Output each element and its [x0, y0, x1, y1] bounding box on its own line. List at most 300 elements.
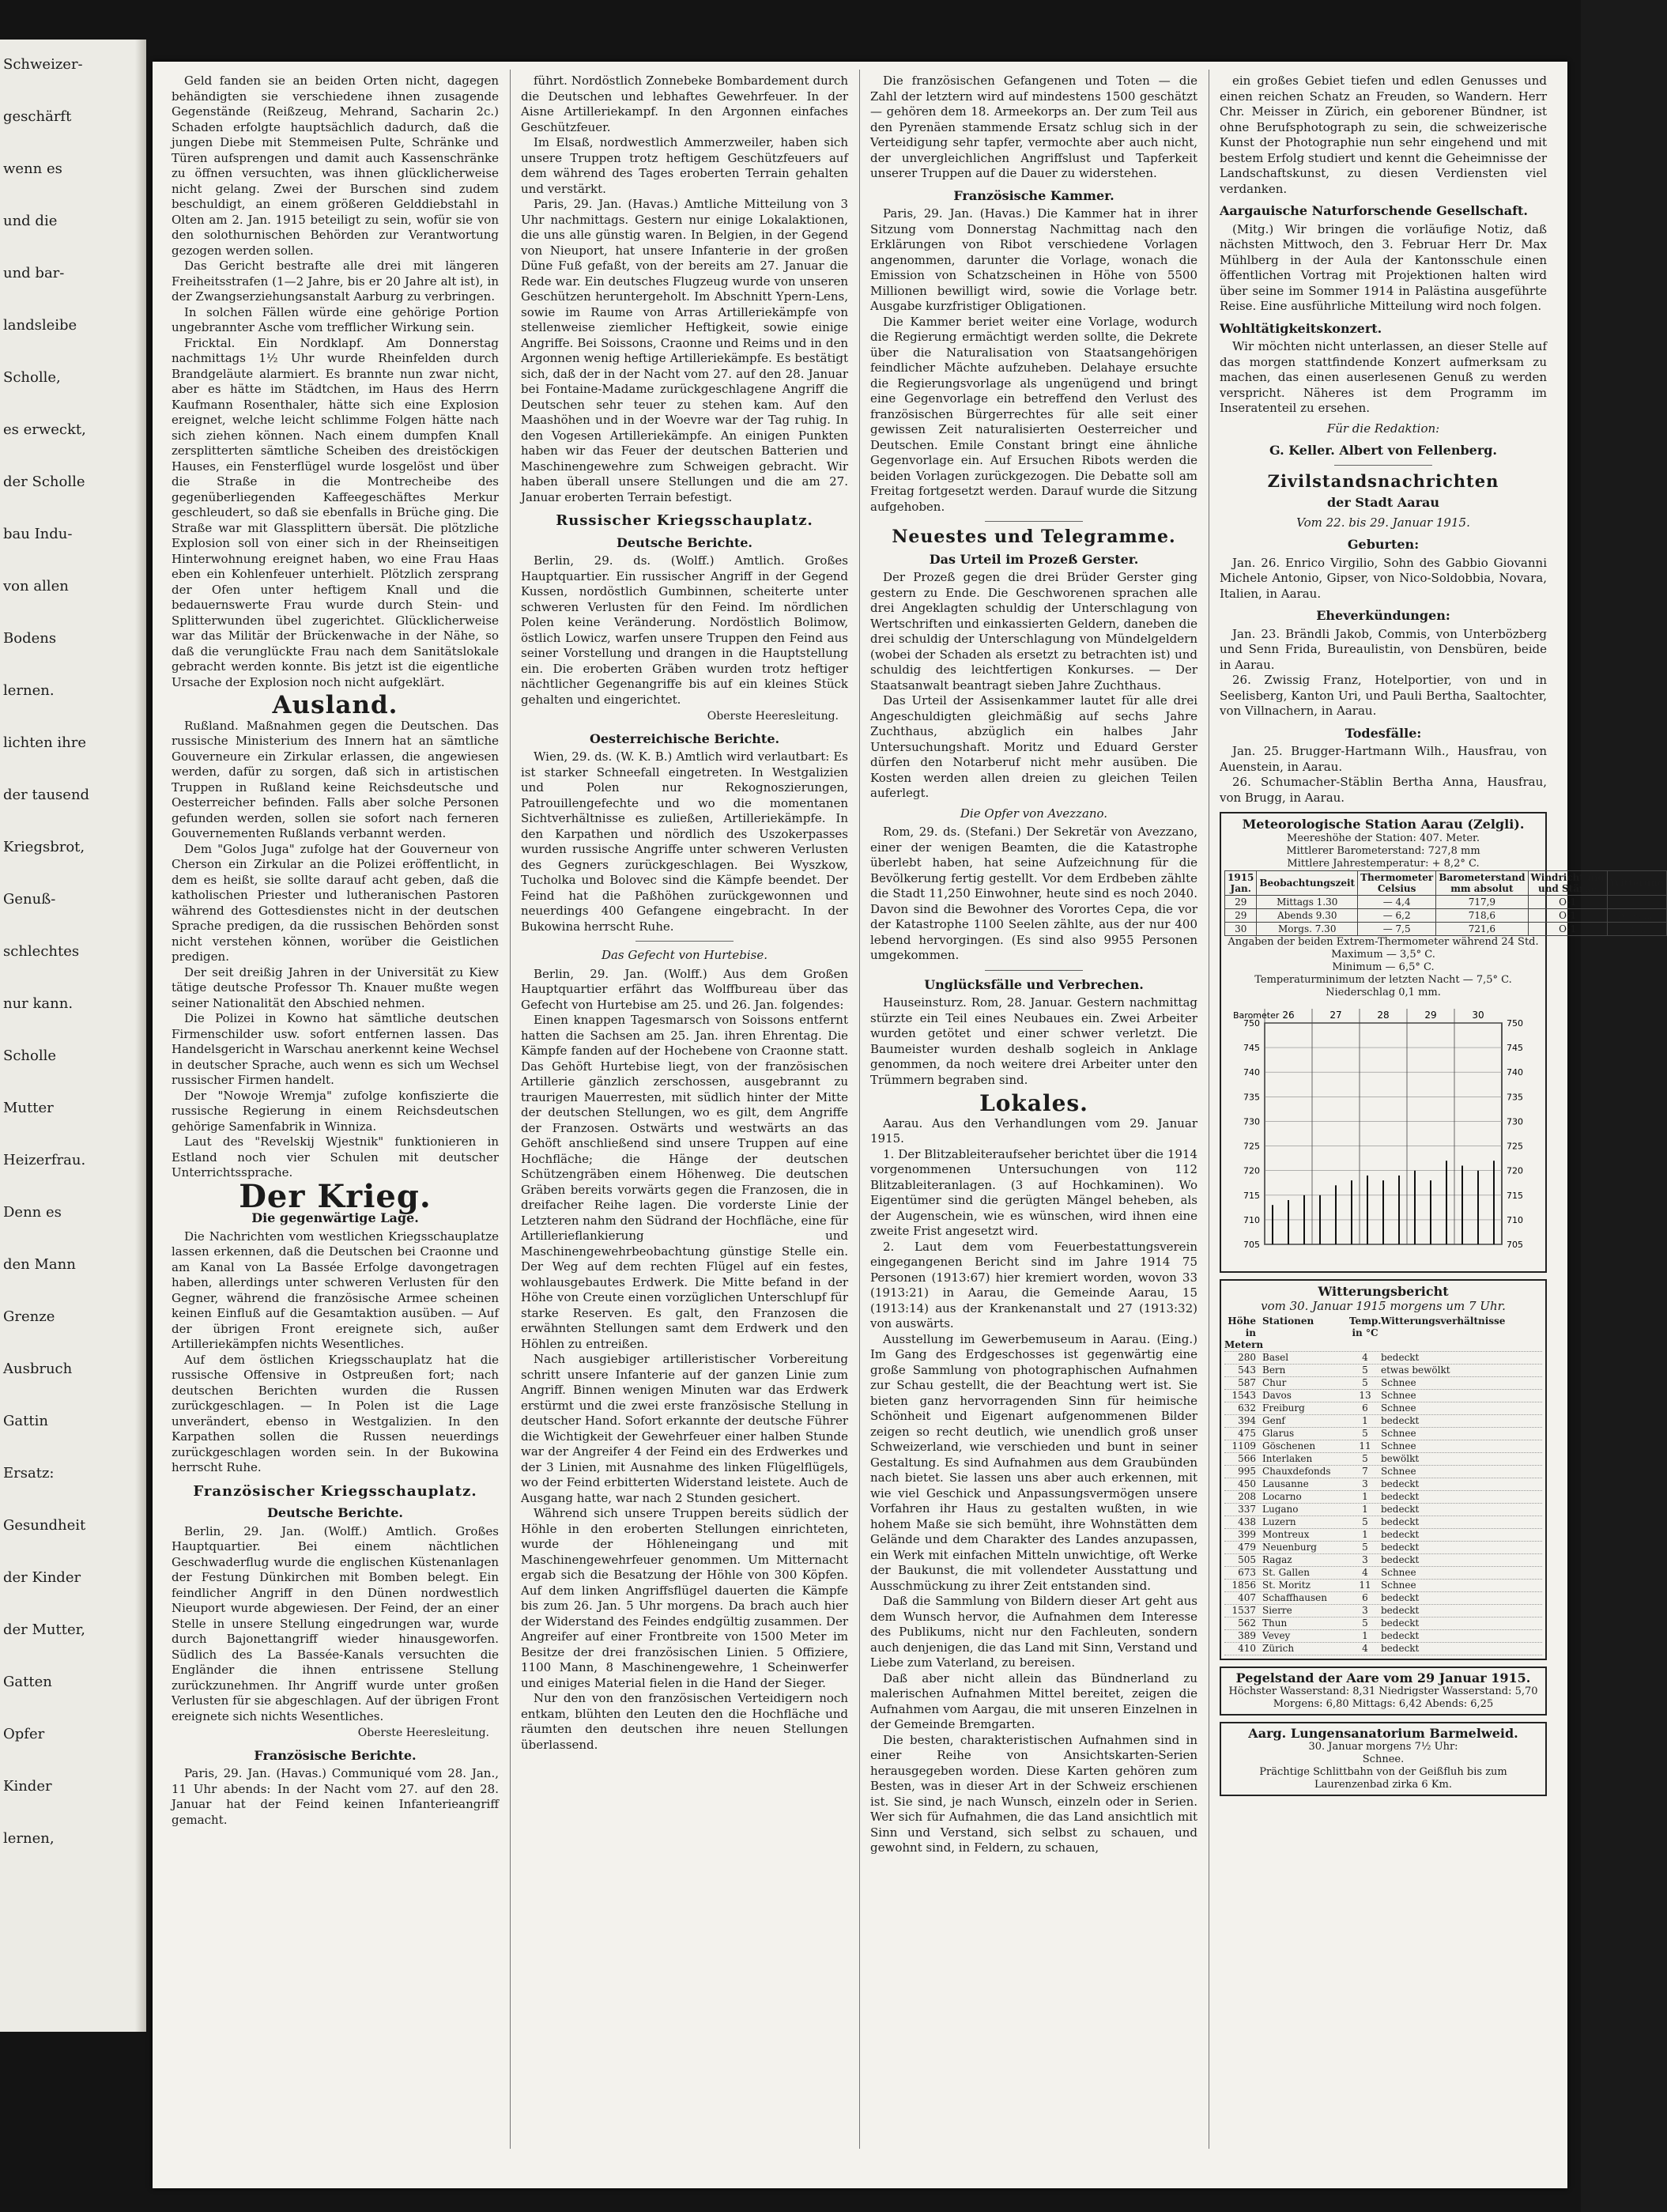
meteo-table-cell	[1607, 896, 1667, 909]
y-tick-label: 710	[1243, 1214, 1260, 1225]
witterung-cell: bedeckt	[1381, 1592, 1420, 1603]
paragraph: Paris, 29. Jan. (Havas.) Amtliche Mitteilung von 3 Uhr nachmittags. Gestern nur einige Lokalaktionen, die uns alle günstig waren. In Belgien, in der Gegend von Nieuport, hat unsere Infanterie in der großen Düne Fuß gefaßt, von der bereits am 27. Januar die Rede war. Ein deutsches Flugzeug wurde von unseren Geschützen heruntergeholt. Im Abschnitt Ypern-Lens, sowie im Raume von Arras Artilleriekämpfe von stellenweise ziemlicher Heftigkeit, sowie einige Angriffe. Bei Soissons, Craonne und Reims und in den Argonnen wenig heftige Artilleriekämpfe. Es bestätigt sich, daß der in der Nacht vom 27. auf den 28. Januar bei Fontaine-Madame zurückgeschlagene Angriff die Deutschen sehr teuer zu stehen kam. Auf den Maashöhen und in der Woevre war der Tag ruhig. In den Vogesen Artilleriekämpfe. An einigen Punkten haben wir das Feuer der deutschen Batterien und Maschinengewehre zum Schweigen gebracht. Wir haben überall unsere Stellungen und die am 27. Januar eroberten Terrain befestigt.	[521, 197, 848, 504]
witterung-row	[1224, 1453, 1542, 1466]
witterung-cell: 13	[1359, 1390, 1371, 1401]
x-tick-label: 30	[1472, 1010, 1484, 1021]
paragraph: Während sich unsere Truppen bereits südlich der Höhle in den eroberten Stellungen einrichteten, wurde der Höhleneingang und mit Maschinengewehrfeuer genommen. Um Mitternacht ergab sich die Besatzung der Höhle von 300 Köpfen. Auf dem linken Angriffsflügel dauerten die Kämpfe bis zum 26. Jan. 5 Uhr morgens. Da brach auch hier der Widerstand des Feindes endgültig zusammen. Der Angreifer auf einer Frontbreite von 1500 Meter im Besitze der drei französischen Linien. 5 Offiziere, 1100 Mann, 8 Maschinengewehre, 1 Scheinwerfer und einiges Material fielen in die Hand der Sieger.	[521, 1506, 848, 1690]
witterung-cell: bedeckt	[1381, 1617, 1420, 1629]
witterung-row	[1224, 1365, 1542, 1377]
y-tick-label: 740	[1243, 1067, 1260, 1078]
paragraph: Daß aber nicht allein das Bündnerland zu malerischen Aufnahmen Mittel bereitet, zeigen die Aufnahmen vom Aargau, die mit unseren Einzelnen in der Gemeinde Bremgarten.	[870, 1670, 1197, 1731]
witterung-cell: Schnee	[1381, 1402, 1416, 1414]
witterung-cell: 5	[1362, 1542, 1368, 1553]
neuestes-heading: Neuestes und Telegramme.	[892, 527, 1176, 547]
meteo-table-header: 1915 Jan.	[1225, 871, 1257, 896]
y-tick-label: 725	[1243, 1141, 1260, 1152]
y-tick-label: 710	[1507, 1214, 1523, 1225]
sanatorium-line: Schnee.	[1362, 1753, 1405, 1765]
witterung-cell: Neuenburg	[1262, 1542, 1317, 1553]
paragraph: Daß die Sammlung von Bildern dieser Art geht aus dem Wunsch hervor, die Aufnahmen dem Interesse des Publikums, nicht nur den Fachleuten, sondern auch denjenigen, die das Land mit Sinn, Verstand und Liebe zum Vaterland, zu bereisen.	[870, 1594, 1197, 1670]
witterung-row	[1224, 1377, 1542, 1390]
y-tick-label: 750	[1243, 1018, 1260, 1029]
witterung-cell: bedeckt	[1381, 1478, 1420, 1489]
page-gutter	[135, 40, 146, 2032]
paragraph: Auf dem östlichen Kriegsschauplatz hat die russische Offensive in Ostpreußen fort; nach deutschen Berichten wurden die Russen zurückgeschlagen. — In Polen ist die Lage unverändert, ebenso in Westgalizien. In den Karpathen sollen die Russen neuerdings zurückgeschlagen worden sein. In der Bukowina herrscht Ruhe.	[172, 1352, 499, 1474]
witterung-cell: bedeckt	[1381, 1491, 1420, 1502]
left-page-fragment: lichten ihre	[3, 734, 86, 751]
witterung-cell: Chur	[1262, 1377, 1287, 1388]
witterung-cell: 3	[1362, 1478, 1368, 1489]
left-page-fragment: Gattin	[3, 1413, 48, 1429]
meteo-extra-line: Minimum — 6,5° C.	[1332, 961, 1435, 973]
fr-front-heading: Französischer Kriegsschauplatz.	[193, 1482, 477, 1500]
witterung-row	[1224, 1428, 1542, 1440]
meteo-table-cell: O-1	[1528, 923, 1607, 936]
left-page-fragment: Schweizer-	[3, 56, 83, 73]
y-tick-label: 735	[1507, 1092, 1523, 1103]
witterung-cell: 394	[1238, 1415, 1256, 1426]
witterung-cell: 5	[1362, 1428, 1368, 1439]
witterung-cell: 1	[1362, 1630, 1368, 1641]
meteo-title: Meteorologische Station Aarau (Zelgli).	[1242, 817, 1525, 832]
sanatorium-title: Aarg. Lungensanatorium Barmelweid.	[1248, 1726, 1518, 1741]
witterung-cell: Interlaken	[1262, 1453, 1313, 1464]
meteo-table-header: Windrichtung und Stärke	[1528, 871, 1607, 896]
witterung-sub: vom 30. Januar 1915 morgens um 7 Uhr.	[1261, 1299, 1506, 1313]
redaktion-label: Für die Redaktion:	[1326, 421, 1440, 436]
meteo-table-cell: 29	[1225, 896, 1257, 909]
witterung-cell: 1	[1362, 1491, 1368, 1502]
paragraph: ein großes Gebiet tiefen und edlen Genusses und einen reichen Schatz an Freuden, so Wandern. Herr Chr. Meisser in Zürich, ein geborener Bündner, ist ohne Berufsphotograph zu sein, die schweizerische Kunst der Photographie nun sehr eingehend und mit bestem Erfolg studiert und kennt die Geheimnisse der Landschaftskunst, zu diesen Verdiensten viel verdanken.	[1220, 74, 1547, 196]
witterung-cell: 4	[1362, 1643, 1368, 1654]
left-page-fragment: Gatten	[3, 1674, 52, 1690]
witterung-cell: 475	[1238, 1428, 1256, 1439]
column-4	[1220, 74, 1665, 2145]
witterung-cell: Locarno	[1262, 1491, 1302, 1502]
zivilstand-entry: Jan. 23. Brändli Jakob, Commis, von Unterbözberg und Senn Frida, Bureaulistin, von Densbüren, beide in Aarau.	[1220, 626, 1547, 672]
pegel-box	[1220, 1667, 1547, 1716]
witterung-cell: 5	[1362, 1617, 1368, 1629]
left-page-fragment: lernen,	[3, 1830, 55, 1847]
paragraph: Das Gericht bestrafte alle drei mit längeren Freiheitsstrafen (1—2 Jahre, bis er 20 Jahre alt ist), in der Zwangserziehungsanstalt Aarburg zu verbringen.	[172, 259, 499, 304]
y-tick-label: 745	[1507, 1043, 1523, 1054]
left-page-fragment: nur kann.	[3, 995, 74, 1012]
witterung-cell: 4	[1362, 1352, 1368, 1363]
paragraph: Berlin, 29. Jan. (Wolff.) Amtlich. Großes Hauptquartier. Bei einem nächtlichen Geschwaderflug wurde die englischen Küstenanlagen der Festung Dünkirchen mit Bomben belegt. Ein feindlicher Angriff in den Dünen nordwestlich Nieuport wurde abgewiesen. Der Feind, der an einer Stelle in unsere Stellung eingedrungen war, wurde durch Bajonettangriff wieder hinausgeworfen. Südlich des La Bassée-Kanals versuchten die Engländer die ihnen entrissene Stellung zurückzunehmen. Ihr Angriff wurde unter großen Verlusten für sie abgeschlagen. Auf der übrigen Front ereignete sich nichts Wesentliches.	[172, 1523, 499, 1723]
paragraph: Paris, 29. Jan. (Havas.) Communiqué vom 28. Jan., 11 Uhr abends: In der Nacht vom 27. auf den 28. Januar hat der Feind keinen Infanterieangriff gemacht.	[172, 1766, 499, 1827]
divider	[1334, 465, 1432, 466]
pegel-title: Pegelstand der Aare vom 29 Januar 1915.	[1235, 1670, 1531, 1685]
paragraph: Geld fanden sie an beiden Orten nicht, dagegen behändigten sie verschiedene ihnen zusagende Gegenstände (Reißzeug, Mehrand, Sacharin 2c.) Schaden erfolgte hauptsächlich dadurch, daß die jungen Diebe mit Stemmeisen Pulte, Schränke und Türen aufsprengen und damit auch Kassenschränke zu öffnen versuchten, was ihnen glücklicherweise nicht gelang. Zwei der Burschen sind zudem beschuldigt, an einem größeren Gelddiebstahl in Olten am 2. Jan. 1915 beteiligt zu sein, wofür sie von den solothurnischen Behörden zur Verantwortung gezogen werden sollen.	[172, 74, 499, 258]
witterung-row	[1224, 1415, 1542, 1428]
meteo-extra-line: Niederschlag 0,1 mm.	[1326, 987, 1441, 998]
column-3	[870, 74, 1197, 2145]
paragraph: 1. Der Blitzableiteraufseher berichtet über die 1914 vorgenommenen Untersuchungen von 112 Blitzableiteranlagen. (3 auf Hochkaminen). Wo Eigentümer sind die gerügten Mängel beheben, als der Augenschein, wie es wünschen, wird ihnen eine zweite Frist angesetzt wird.	[870, 1146, 1197, 1238]
zivilstand-entry: 26. Zwissig Franz, Hotelportier, von und in Seelisberg, Kanton Uri, und Pauli Bertha, Saaltochter, von Villnachern, in Aarau.	[1220, 673, 1547, 718]
left-page-fragment: Kriegsbrot,	[3, 839, 85, 855]
left-page-fragment: bau Indu-	[3, 526, 73, 542]
meteo-table-cell: O-1	[1528, 896, 1607, 909]
paragraph: Einen knappen Tagesmarsch von Soissons entfernt hatten die Sachsen am 25. Jan. ihren Ehrentag. Die Kämpfe fanden auf der Hochebene von Craonne statt. Das Gehöft Hurtebise liegt, von der französischen Artillerie gänzlich zerschossen, ausgebrannt zu traurigen Mauerresten, mit südlich hinter der Mitte der deutschen Stellungen, wo es gilt, dem Angriffe der Franzosen. Ostwärts und westwärts an das Gehöft anschließend sind unsere Truppen auf eine Hochfläche; die Hänge der deutschen Schützengräben einem Höhenweg. Die deutschen Gräben bereits vorwärts gegen die Franzosen, die in dreifacher Reihe lagen. Die vorderste Linie der Letzteren nahm den Südrand der Hochfläche, eine für Artillerieflankierung und Maschinengewehrbeobachtung günstige Stelle ein. Der Weg auf dem rechten Flügel auf ein festes, wohlausgebautes Erdwerk. Die Mitte befand in der Höhe von Creute einen vorzüglichen Unterschlupf für starke Reserven. Es galt, den Franzosen die erwähnten Stellungen samt dem Erdwerk und den Höhlen zu entreißen.	[521, 1013, 848, 1351]
paragraph: (Mitg.) Wir bringen die vorläufige Notiz, daß nächsten Mittwoch, den 3. Februar Herr Dr. Max Mühlberg in der Aula der Kantonsschule einen öffentlichen Vortrag mit Projektionen halten wird über seine im Sommer 1914 in Palästina ausgeführte Reise. Eine ausführliche Mitteilung wird noch folgen.	[1220, 221, 1547, 313]
witterung-cell: 1856	[1231, 1580, 1256, 1591]
witterung-cell: Davos	[1262, 1390, 1292, 1401]
y-axis-label: Barometer	[1233, 1010, 1280, 1021]
paragraph: Nur den von den französischen Verteidigern noch entkam, blühten den Leuten den die Hochfläche und räumten den deutschen ihre neuen Stellungen überlassend.	[521, 1691, 848, 1752]
witterung-cell: Schnee	[1381, 1390, 1416, 1401]
witterung-cell: Schnee	[1381, 1428, 1416, 1439]
witterung-cell: Luzern	[1262, 1516, 1296, 1527]
ungluck-heading: Unglücksfälle und Verbrechen.	[924, 976, 1144, 992]
y-tick-label: 730	[1243, 1116, 1260, 1127]
witterung-cell: 1	[1362, 1529, 1368, 1540]
x-tick-label: 27	[1329, 1010, 1342, 1021]
y-tick-label: 720	[1243, 1165, 1260, 1176]
witterung-cell: Sierre	[1262, 1605, 1292, 1616]
meteo-table-cell: Morgs. 7.30	[1257, 923, 1358, 936]
paragraph: führt. Nordöstlich Zonnebeke Bombardement durch die Deutschen und lebhaftes Gewehrfeuer. In der Aisne Artilleriekampf. In den Argonnen einfaches Geschützfeuer.	[521, 74, 848, 134]
left-page-fragment: lernen.	[3, 682, 55, 699]
meteo-table-row	[1225, 923, 1667, 936]
paragraph: Berlin, 29. Jan. (Wolff.) Aus dem Großen Hauptquartier erfährt das Wolffbureau über das Gefecht von Hurtebise am 25. und 26. Jan. folgendes:	[521, 966, 848, 1012]
meteo-line: Mittlerer Barometerstand: 727,8 mm	[1286, 845, 1480, 857]
meteo-table-cell: 30	[1225, 923, 1257, 936]
paragraph: Paris, 29. Jan. (Havas.) Die Kammer hat in ihrer Sitzung vom Donnerstag Nachmittag nach den Erklärungen von Ribot verschiedene Vorlagen angenommen, darunter die Vorlage, wonach die Emission von Schatzscheinen in Höhe von 5500 Millionen bewilligt wird, sowie die Vorlage betr. Ausgabe kurzfristiger Obligationen.	[870, 206, 1197, 313]
witterung-cell: 6	[1362, 1402, 1368, 1414]
left-page-fragment: Ersatz:	[3, 1465, 55, 1482]
pegel-line: Morgens: 6,80 Mittags: 6,42 Abends: 6,25	[1273, 1698, 1494, 1710]
meteo-extra-line: Maximum — 3,5° C.	[1331, 949, 1435, 961]
y-tick-label: 750	[1507, 1018, 1523, 1029]
column-rule	[510, 70, 511, 2149]
witterung-cell: Chauxdefonds	[1262, 1466, 1331, 1477]
witterung-cell: Schnee	[1381, 1580, 1416, 1591]
witterung-row	[1224, 1504, 1542, 1516]
meteo-table-cell: 721,6	[1436, 923, 1528, 936]
witterung-row	[1224, 1491, 1542, 1504]
witterung-cell: 389	[1238, 1630, 1256, 1641]
left-page-fragment: schlechtes	[3, 943, 80, 960]
y-tick-label: 735	[1243, 1092, 1260, 1103]
witterung-cell: Glarus	[1262, 1428, 1295, 1439]
left-page-fragment: Bodens	[3, 630, 57, 647]
paragraph: Der Prozeß gegen die drei Brüder Gerster ging gestern zu Ende. Die Geschworenen sprachen alle drei Angeklagten schuldig der Unterschlagung von Wertschriften und einkassierten Geldern, daneben die drei schuldig der Unterschlagung von Mündelgeldern (wobei der Schaden als ersetzt zu betrachten ist) und schuldig des leichtfertigen Konkurses. — Der Staatsanwalt beantragt sieben Jahre Zuchthaus.	[870, 570, 1197, 693]
left-page-fragment: wenn es	[3, 160, 62, 177]
avezzano-subheading: Die Opfer von Avezzano.	[960, 806, 1108, 821]
left-page-fragment: Heizerfrau.	[3, 1152, 86, 1168]
witterung-cell: Vevey	[1262, 1630, 1291, 1641]
witterung-cell: 543	[1238, 1365, 1256, 1376]
witterung-row	[1224, 1643, 1542, 1655]
witterung-row	[1224, 1554, 1542, 1567]
witterung-cell: bedeckt	[1381, 1643, 1420, 1654]
paragraph: Im Elsaß, nordwestlich Ammerzweiler, haben sich unsere Truppen trotz heftigem Geschützfeuers auf dem während des Tages eroberten Terrain gehalten und verstärkt.	[521, 135, 848, 196]
witterung-cell: bewölkt	[1381, 1453, 1420, 1464]
witterung-cell: etwas bewölkt	[1381, 1365, 1450, 1376]
witterung-cell: Montreux	[1262, 1529, 1310, 1540]
witterung-cell: 407	[1238, 1592, 1256, 1603]
paragraph: Die französischen Gefangenen und Toten — die Zahl der letztern wird auf mindestens 1500 geschätzt — gehören dem 18. Armeekorps an. Der zum Teil aus den Pyrenäen stammende Ersatz schlug sich in der Verteidigung sehr tapfer, vermochte aber auch nicht, der unvergleichlichen Angriffslust und Tapferkeit unserer Truppen auf die Dauer zu widerstehen.	[870, 74, 1197, 180]
witterung-cell: Ragaz	[1262, 1554, 1292, 1565]
column-rule	[859, 70, 860, 2149]
left-page-fragment: Kinder	[3, 1778, 52, 1795]
witterung-row	[1224, 1402, 1542, 1415]
paragraph: Fricktal. Ein Nordklapf. Am Donnerstag nachmittags 1½ Uhr wurde Rheinfelden durch Brandgeläute alarmiert. Es brannte nun zwar nicht, aber es hätte im Städtchen, im Haus des Herrn Kaufmann Rosenthaler, hätte sich eine Explosion ereignet, welche leicht schlimme Folgen hätte nach sich ziehen können. Nach einem dumpfen Knall zersplitterten sämtliche Scheiben des dreistöckigen Hauses, ein Fensterflügel wurde losgelöst und über die Straße in die Montrecheibe des gegenüberliegenden Kaffeegeschäftes Merkur geschleudert, so daß sie ebenfalls in Brüche ging. Die Straße war mit Glassplittern übersät. Die plötzliche Explosion soll von einer sich in der Rheinseitigen Hinterwohnung ereignet haben, wo eine Frau Haas eben ein Kohlenfeuer unterhielt. Plötzlich zersprang der Ofen unter heftigem Knall und die bedauernswerte Frau wurde durch Stein- und Splitterwunden übel zugerichtet. Glücklicherweise war das Militär der Brückenwache in der Nähe, so daß die verunglückte Frau nach dem Sanitätslokale gebracht werden konnte. Bis jetzt ist die eigentliche Ursache der Explosion noch nicht aufgeklärt.	[172, 335, 499, 689]
witterung-cell: 208	[1238, 1491, 1256, 1502]
witterung-cell: 280	[1238, 1352, 1256, 1363]
meteo-table-cell: — 6,2	[1358, 909, 1436, 923]
paragraph: Wir möchten nicht unterlassen, an dieser Stelle auf das morgen stattfindende Konzert aufmerksam zu machen, das einen auserlesenen Genuß zu werden verspricht. Näheres ist dem Programm im Inseratenteil zu ersehen.	[1220, 339, 1547, 415]
witterung-row	[1224, 1390, 1542, 1402]
left-page-fragment: den Mann	[3, 1256, 76, 1273]
left-page-fragment: von allen	[3, 578, 69, 595]
meteo-table-cell: — 7,5	[1358, 923, 1436, 936]
witterung-row	[1224, 1529, 1542, 1542]
witterung-row	[1224, 1605, 1542, 1617]
paragraph: Ausstellung im Gewerbemuseum in Aarau. (Eing.) Im Gang des Erdgeschosses ist gegenwärtig eine große Sammlung von photographischen Aufnahmen zur Schau gestellt, die der Beachtung wert ist. Sie bieten ganz hervorragenden Sinn für heimische Schönheit und Eigenart aufgenommenen Bilder zeigen so recht deutlich, wie unendlich groß unser Schweizerland, wie verschieden und bunt in seiner Gestaltung. Es sind Aufnahmen aus dem Graubünden nach bietet. Sie lassen uns aber auch erkennen, mit wie viel Geschick und Anpassungsvermögen unsere Vorfahren ihr Haus zu gestalten wußten, in wie hohem Maße sie sich bemüht, ihre Wohnstätten dem Gelände und dem Charakter des Landes anzupassen, ein Werk mit einfachen Mitteln unwichtige, oft Werke der Baukunst, die mit vollendeter Ausstattung und Ausschmückung zu ihrer Zeit entstanden sind.	[870, 1331, 1197, 1593]
witterung-row	[1224, 1440, 1542, 1453]
witterung-cell: 566	[1238, 1453, 1256, 1464]
witterung-row	[1224, 1516, 1542, 1529]
meteo-table-cell: — 4,4	[1358, 896, 1436, 909]
witterung-title: Witterungsbericht	[1318, 1284, 1449, 1299]
paragraph: Die besten, charakteristischen Aufnahmen sind in einer Reihe von Ansichtskarten-Serien herausgegeben worden. Diese Karten gehören zum Besten, was in dieser Art in der Schweiz erschienen ist. Sie sind, je nach Wunsch, einzeln oder in Serien. Wer sich für Aufnahmen, die das Land ansichtlich mit Sinn und Verstand, sich selbst zu schauen, und gewohnt sind, in Feldern, zu schauen,	[870, 1732, 1197, 1855]
paragraph: Wien, 29. ds. (W. K. B.) Amtlich wird verlautbart: Es ist starker Schneefall eingetreten. In Westgalizien und Polen nur Rekognoszierungen, Patrouillengefechte und wo die momentanen Sichtverhältnisse es zuließen, Artilleriekämpfe. In den Karpathen und nördlich des Uszokerpasses wurden russische Angriffe unter schweren Verlusten des Gegners zurückgeschlagen. Bei Wyszkow, Tucholka und Bolovec sind die Kämpfe beendet. Der Feind hat die Paßhöhen zurückgewonnen und neuerdings 400 Gefangene eingebracht. In der Bukowina herrscht Ruhe.	[521, 749, 848, 934]
paragraph: Das Urteil der Assisenkammer lautet für alle drei Angeschuldigten gleichmäßig auf sechs Jahre Zuchthaus, abzüglich ein halbes Jahr Untersuchungshaft. Moritz und Eduard Gerster dürfen den Notarberuf nicht mehr ausüben. Die Kosten werden allen dreien zu gleichen Teilen auferlegt.	[870, 693, 1197, 800]
tod-heading: Todesfälle:	[1345, 725, 1422, 741]
witterung-cell: bedeckt	[1381, 1504, 1420, 1515]
y-tick-label: 740	[1507, 1067, 1523, 1078]
meteo-extra-line: Temperaturminimum der letzten Nacht — 7,5° C.	[1254, 974, 1512, 986]
witterung-cell: 337	[1238, 1504, 1256, 1515]
meteo-table-cell: O-1	[1528, 909, 1607, 923]
witterung-cell: 438	[1238, 1516, 1256, 1527]
witterung-cell: 1109	[1231, 1440, 1256, 1451]
witterung-cell: 4	[1362, 1567, 1368, 1578]
divider	[985, 521, 1083, 522]
meteo-table-header: Beobachtungszeit	[1257, 871, 1358, 896]
ehe-heading: Eheverkündungen:	[1316, 608, 1450, 623]
column-1	[172, 74, 499, 2145]
fr-signature: Oberste Heeresleitung.	[357, 1727, 489, 1739]
witterung-cell: 1543	[1231, 1390, 1256, 1401]
left-page-fragment: der Scholle	[3, 474, 85, 490]
meteo-table-header: Thermometer Celsius	[1358, 871, 1436, 896]
meteo-table-row	[1225, 909, 1667, 923]
witterung-header: Höhe in Metern Stationen Temp. in °C Witterungsverhältnisse	[1224, 1315, 1542, 1352]
left-page-fragment: Scholle	[3, 1047, 57, 1064]
witterung-row	[1224, 1352, 1542, 1365]
zivilstand-entry: 26. Schumacher-Stäblin Bertha Anna, Hausfrau, von Brugg, in Aarau.	[1220, 775, 1547, 805]
paragraph: 2. Laut dem vom Feuerbestattungsverein eingegangenen Bericht sind im Jahre 1914 75 Personen (1913:67) hier kremiert worden, wovon 33 (1913:21) in Aarau, die Gemeinde Aarau, 15 (1913:14) aus der Krankenanstalt und 27 (1913:32) von auswärts.	[870, 1239, 1197, 1331]
meteo-table-row	[1225, 896, 1667, 909]
left-page-fragment: der Kinder	[3, 1569, 81, 1586]
witterung-cell: 399	[1238, 1529, 1256, 1540]
witterung-cell: Lausanne	[1262, 1478, 1309, 1489]
y-tick-label: 715	[1243, 1190, 1260, 1201]
left-page-edge	[0, 40, 146, 2032]
y-tick-label: 730	[1507, 1116, 1523, 1127]
witterung-cell: Freiburg	[1262, 1402, 1305, 1414]
meteo-table	[1224, 870, 1667, 936]
left-page-fragment: Gesundheit	[3, 1517, 86, 1534]
witterung-row	[1224, 1478, 1542, 1491]
witterung-cell: 5	[1362, 1377, 1368, 1388]
witterung-cell: bedeckt	[1381, 1529, 1420, 1540]
left-page-fragment: Mutter	[3, 1100, 54, 1116]
witterung-cell: bedeckt	[1381, 1516, 1420, 1527]
meteo-table-header: Witterung	[1607, 871, 1667, 896]
meteo-table-cell: 717,9	[1436, 896, 1528, 909]
witterung-cell: Basel	[1262, 1352, 1289, 1363]
left-page-fragment: geschärft	[3, 108, 72, 125]
witterung-cell: Thun	[1262, 1617, 1288, 1629]
witterung-row	[1224, 1630, 1542, 1643]
witterung-cell: 1537	[1231, 1605, 1256, 1616]
y-tick-label: 705	[1507, 1240, 1523, 1250]
witterung-cell: 5	[1362, 1516, 1368, 1527]
divider	[985, 970, 1083, 971]
witterung-cell: bedeckt	[1381, 1415, 1420, 1426]
witterung-cell: 673	[1238, 1567, 1256, 1578]
paragraph: Berlin, 29. ds. (Wolff.) Amtlich. Großes Hauptquartier. Ein russischer Angriff in der Gegend Kussen, nordöstlich Gumbinnen, scheiterte unter schweren Verlusten für den Feind. Im nördlichen Polen keine Veränderung. Nordöstlich Bolimow, östlich Lowicz, warfen unsere Truppen den Feind aus seiner Vorstellung und drangen in die Hauptstellung ein. Die eroberten Gräben wurden trotz heftiger nächtlicher Gegenangriffe bis auf ein kleines Stück gehalten und eingerichtet.	[521, 553, 848, 707]
left-page-fragment: Genuß-	[3, 891, 56, 908]
witterung-row	[1224, 1617, 1542, 1630]
left-page-fragment: landsleibe	[3, 317, 77, 334]
zivilstand-entry: Jan. 26. Enrico Virgilio, Sohn des Gabbio Giovanni Michele Antonio, Gipser, von Nico-Soldobbia, Novara, Italien, in Aarau.	[1220, 555, 1547, 601]
witterung-cell: 410	[1238, 1643, 1256, 1654]
witterung-cell: 3	[1362, 1605, 1368, 1616]
ru-front-heading: Russischer Kriegsschauplatz.	[556, 512, 813, 529]
left-page-fragment: Denn es	[3, 1204, 62, 1221]
meteo-table-cell: 718,6	[1436, 909, 1528, 923]
newspaper-page	[153, 62, 1665, 2188]
witterung-cell: 3	[1362, 1554, 1368, 1565]
paragraph: Dem "Golos Juga" zufolge hat der Gouverneur von Cherson ein Zirkular an die Polizei eröffentlicht, in dem es heißt, sie sollte darauf acht geben, daß die katholischen Priester und lutheranischen Pastoren während des Gottesdienstes nicht in der deutschen Sprache predigen, da die russischen Behörden sonst nicht verstehen können, worüber die Geistlichen predigen.	[172, 841, 499, 964]
witterung-row	[1224, 1542, 1542, 1554]
zivilstand-sub: der Stadt Aarau	[1326, 495, 1440, 510]
y-tick-label: 720	[1507, 1165, 1523, 1176]
witterung-cell: St. Moritz	[1262, 1580, 1311, 1591]
witterung-cell: 7	[1362, 1466, 1368, 1477]
witterung-cell: Zürich	[1262, 1643, 1295, 1654]
redaktion-names: G. Keller. Albert von Fellenberg.	[1269, 443, 1497, 458]
lokales-heading: Lokales.	[979, 1090, 1088, 1116]
paragraph: Die Nachrichten vom westlichen Kriegsschauplatze lassen erkennen, daß die Deutschen bei Craonne und am Kanal von La Bassée Erfolge davongetragen haben, allerdings unter schweren Verlusten für den Gegner, während die französische Armee scheinen keinen Einfluß auf die Gesamtaktion ausüben. — Auf der übrigen Front ereignete sich, außer Artilleriekämpfen nichts Wesentliches.	[172, 1229, 499, 1351]
witterung-cell: St. Gallen	[1262, 1567, 1310, 1578]
witterung-row	[1224, 1580, 1542, 1592]
y-tick-label: 725	[1507, 1141, 1523, 1152]
witterung-cell: 450	[1238, 1478, 1256, 1489]
paragraph: Der "Nowoje Wremja" zufolge konfiszierte die russische Regierung in einem Reichsdeutschen gehörige Samenfabrik in Winniza.	[172, 1088, 499, 1134]
kammer-heading: Französische Kammer.	[953, 187, 1114, 203]
x-tick-label: 28	[1377, 1010, 1390, 1021]
meteo-table-cell: 29	[1225, 909, 1257, 923]
witterung-cell: Schnee	[1381, 1377, 1416, 1388]
gerster-subheading: Das Urteil im Prozeß Gerster.	[929, 551, 1139, 567]
paragraph: Der seit dreißig Jahren in der Universität zu Kiew tätige deutsche Professor Th. Knauer mußte wegen seiner Nationalität den Abschied nehmen.	[172, 964, 499, 1010]
geburten-heading: Geburten:	[1347, 537, 1420, 552]
witterung-cell: 995	[1238, 1466, 1256, 1477]
zivilstand-heading: Zivilstandsnachrichten	[1267, 470, 1499, 491]
witterung-cell: Schaffhausen	[1262, 1592, 1327, 1603]
witterung-cell: 587	[1238, 1377, 1256, 1388]
paragraph: Rußland. Maßnahmen gegen die Deutschen. Das russische Ministerium des Innern hat an sämtliche Gouverneure ein Zirkular erlassen, die angewiesen werden, dafür zu sorgen, daß sich in artistischen Truppen in Rußland keine Reichsdeutsche und Oesterreicher befinden. Falls aber solche Personen gefunden werden, sollen sie sofort nach ferneren Gouvernementen Rußlands verbannt werden.	[172, 718, 499, 840]
witterung-cell: 505	[1238, 1554, 1256, 1565]
witterung-cell: 1	[1362, 1415, 1368, 1426]
witterung-cell: bedeckt	[1381, 1554, 1420, 1565]
barometer-chart	[1224, 999, 1542, 1268]
naturforschende-heading: Aargauische Naturforschende Gesellschaft.	[1220, 203, 1528, 218]
ru-signature: Oberste Heeresleitung.	[707, 710, 839, 723]
witterung-cell: bedeckt	[1381, 1630, 1420, 1641]
paragraph: Laut des "Revelskij Wjestnik" funktionieren in Estland noch vier Schulen mit deutscher Unterrichtssprache.	[172, 1134, 499, 1180]
witterung-cell: 5	[1362, 1453, 1368, 1464]
meteo-table-cell: Mittags 1.30	[1257, 896, 1358, 909]
witterung-cell: 11	[1359, 1580, 1371, 1591]
ausland-heading: Ausland.	[272, 691, 398, 719]
left-page-fragment: der Mutter,	[3, 1621, 85, 1638]
krieg-heading: Der Krieg.	[239, 1177, 432, 1215]
witterung-cell: Göschenen	[1262, 1440, 1316, 1451]
column-2	[521, 74, 848, 2145]
witterung-cell: 5	[1362, 1365, 1368, 1376]
pegel-line: Höchster Wasserstand: 8,31 Niedrigster Wasserstand: 5,70	[1228, 1685, 1538, 1697]
krieg-subheading: Die gegenwärtige Lage.	[251, 1210, 419, 1225]
witterung-cell: Bern	[1262, 1365, 1286, 1376]
left-page-fragment: es erweckt,	[3, 421, 86, 438]
witterung-cell: bedeckt	[1381, 1352, 1420, 1363]
sanatorium-line: Prächtige Schlittbahn von der Geißfluh bis zum Laurenzenbad zirka 6 Km.	[1259, 1766, 1507, 1791]
meteo-table-cell: Abends 9.30	[1257, 909, 1358, 923]
witterung-cell: 479	[1238, 1542, 1256, 1553]
left-page-fragment: Ausbruch	[3, 1361, 73, 1377]
paragraph: Nach ausgiebiger artilleristischer Vorbereitung schritt unsere Infanterie auf der ganzen Linie zum Angriff. Binnen wenigen Minuten war das Erdwerk erstürmt und die zwei erste französische Stellung in deutscher Hand. Sofort erkannte der deutsche Führer die Wichtigkeit der Gewehrfeuer einer halben Stunde war der Angreifer 4 der Feind ein des Erdwerkes und der 3 Linien, mit Ausnahme des linken Flügelflügels, wo der Feind erbitterten Widerstand leistete. Auch de Ausgang hatte, war nach 2 Stunden gesichert.	[521, 1352, 848, 1505]
x-tick-label: 26	[1282, 1010, 1295, 1021]
konzert-heading: Wohltätigkeitskonzert.	[1220, 320, 1382, 336]
witterung-cell: 632	[1238, 1402, 1256, 1414]
witterung-row	[1224, 1466, 1542, 1478]
sanatorium-box	[1220, 1722, 1547, 1796]
meteo-line: Mittlere Jahrestemperatur: + 8,2° C.	[1287, 858, 1480, 870]
paragraph: Die Polizei in Kowno hat sämtliche deutschen Firmenschilder usw. sofort entfernen lassen. Das Handelsgericht in Warschau anerkennt keine Wechsel in deutscher Sprache, auch wenn es sich um Wechsel russischer Firmen handelt.	[172, 1011, 499, 1087]
zivilstand-range: Vom 22. bis 29. Januar 1915.	[1296, 515, 1470, 530]
witterung-cell: 562	[1238, 1617, 1256, 1629]
meteo-box	[1220, 812, 1665, 1273]
paragraph: Rom, 29. ds. (Stefani.) Der Sekretär von Avezzano, einer der wenigen Beamten, die die Katastrophe überlebt haben, hat seine Aufzeichnung für die Bevölkerung fertig gestellt. Vor dem Erdbeben zählte die Stadt 11,250 Einwohner, heute sind es noch 2040. Davon sind die Bewohner des Vorortes Cepa, die vor der Katastrophe 1100 Seelen zählte, aus der nur 400 lebend hervorgingen. (Es sind also 9955 Personen umgekommen.	[870, 825, 1197, 962]
sanatorium-line: 30. Januar morgens 7½ Uhr:	[1308, 1741, 1458, 1753]
meteo-table-cell: hell	[1607, 923, 1667, 936]
paragraph: Die Kammer beriet weiter eine Vorlage, wodurch die Regierung ermächtigt werden sollte, die Dekrete über die Naturalisation von Staatsangehörigen feindlicher Mächte aufzuheben. Delahaye ersuchte die Regierungsvorlage als ungenügend und bringt eine Gegenvorlage ein betreffend den Verlust des französischen Bürgerrechtes für alle seit einer gewissen Zeit naturalisierten Oesterreicher und Deutschen. Emile Constant bringt eine ähnliche Gegenvorlage ein. Auf Ersuchen Ribots werden die beiden Vorlagen zurückgezogen. Die Debatte soll am Freitag fortgesetzt werden. Darauf wurde die Sitzung aufgehoben.	[870, 314, 1197, 514]
hurtebise-subheading: Das Gefecht von Hurtebise.	[601, 948, 768, 962]
witterung-cell: 6	[1362, 1592, 1368, 1603]
y-tick-label: 745	[1243, 1043, 1260, 1054]
paragraph: In solchen Fällen würde eine gehörige Portion ungebrannter Asche vom trefflicher Wirkung sein.	[172, 304, 499, 334]
ru-de-subheading: Deutsche Berichte.	[617, 534, 752, 550]
witterung-box	[1220, 1279, 1547, 1660]
meteo-line: Meereshöhe der Station: 407. Meter.	[1287, 832, 1480, 844]
x-tick-label: 29	[1424, 1010, 1437, 1021]
divider	[635, 941, 734, 942]
left-page-fragment: und die	[3, 213, 58, 229]
fr-de-subheading: Deutsche Berichte.	[267, 1505, 403, 1520]
witterung-cell: Schnee	[1381, 1466, 1416, 1477]
y-tick-label: 715	[1507, 1190, 1523, 1201]
witterung-cell: bedeckt	[1381, 1542, 1420, 1553]
meteo-table-header: Barometerstand mm absolut	[1436, 871, 1528, 896]
left-page-fragment: der tausend	[3, 787, 90, 803]
witterung-cell: Schnee	[1381, 1567, 1416, 1578]
